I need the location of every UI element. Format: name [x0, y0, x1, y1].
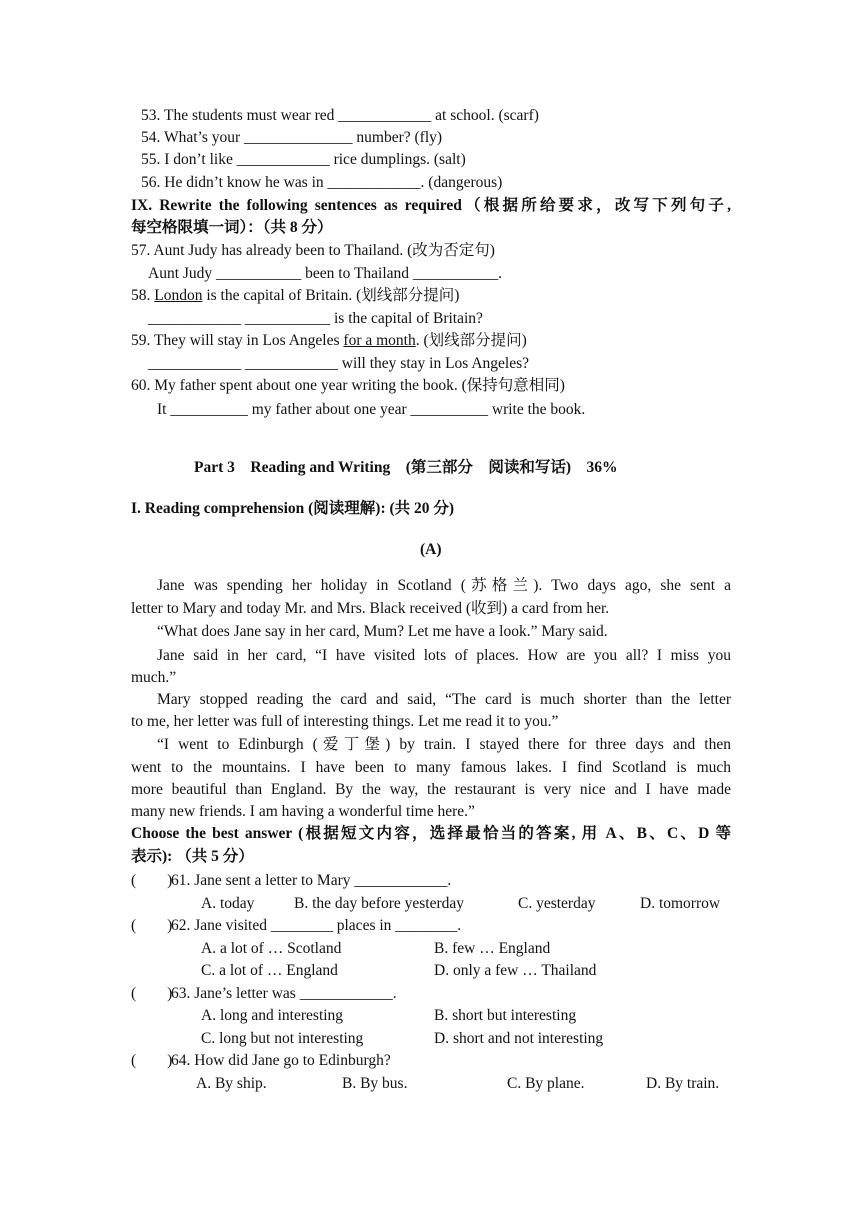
q63-option-c: C. long but not interesting: [201, 1030, 364, 1047]
choose-heading-cont: 表示): （共 5 分）: [131, 848, 254, 865]
q59: 59. They will stay in Los Angeles for a month. (划线部分提问): [131, 332, 527, 349]
q61-option-a: A. today: [201, 895, 255, 912]
q64-option-a: A. By ship.: [196, 1075, 267, 1092]
passage-p4-line1: Mary stopped reading the card and said, “The card is much shorter than the letter: [157, 691, 731, 708]
q59-answer-line: ____________ ____________ will they stay in Los Angeles?: [148, 355, 530, 372]
q56: 56. He didn’t know he was in ____________. (dangerous): [141, 174, 503, 191]
passage-p5-line2: went to the mountains. I have been to many famous lakes. I find Scotland is much: [131, 759, 731, 776]
reading-heading: I. Reading comprehension (阅读理解): (共 20 分): [131, 500, 455, 517]
q61-option-d: D. tomorrow: [640, 895, 721, 912]
q64-bracket: ( ): [131, 1052, 173, 1069]
q62-option-c: C. a lot of … England: [201, 962, 338, 979]
passage-p1-line1: Jane was spending her holiday in Scotland (苏格兰). Two days ago, she sent a: [157, 577, 731, 594]
q53: 53. The students must wear red ____________ at school. (scarf): [141, 107, 539, 124]
q64-option-c: C. By plane.: [507, 1075, 585, 1092]
q62-bracket: ( ): [131, 917, 173, 934]
q58: 58. London is the capital of Britain. (划线部分提问): [131, 287, 460, 304]
passage-p1-line2: letter to Mary and today Mr. and Mrs. Black received (收到) a card from her.: [131, 600, 610, 617]
section-ix-heading-cont: 每空格限填一词）：（共 8 分）: [131, 219, 333, 236]
q63-bracket: ( ): [131, 985, 173, 1002]
q60-answer-line: It __________ my father about one year __________ write the book.: [157, 401, 586, 418]
passage-p5-line3: more beautiful than England. By the way, the restaurant is very nice and I have made: [131, 781, 731, 798]
part3-title: Part 3 Reading and Writing (第三部分 阅读和写话) 36%: [194, 459, 618, 476]
q61-bracket: ( ): [131, 872, 173, 889]
q63-option-d: D. short and not interesting: [434, 1030, 604, 1047]
q60: 60. My father spent about one year writing the book. (保持句意相同): [131, 377, 565, 394]
passage-p5-line1: “I went to Edinburgh (爱丁堡) by train. I stayed there for three days and then: [157, 736, 731, 753]
q64-option-d: D. By train.: [646, 1075, 720, 1092]
q55: 55. I don’t like ____________ rice dumplings. (salt): [141, 151, 466, 168]
q62-option-b: B. few … England: [434, 940, 551, 957]
passage-p4-line2: to me, her letter was full of interesting things. Let me read it to you.”: [131, 713, 559, 730]
passage-p3-line2: much.”: [131, 669, 177, 686]
q64-option-b: B. By bus.: [342, 1075, 408, 1092]
q61-stem: 61. Jane sent a letter to Mary ____________.: [171, 872, 452, 889]
passage-label: (A): [420, 541, 442, 558]
passage-p2: “What does Jane say in her card, Mum? Let me have a look.” Mary said.: [157, 623, 608, 640]
q61-option-c: C. yesterday: [518, 895, 596, 912]
q63-option-a: A. long and interesting: [201, 1007, 344, 1024]
section-ix-heading: IX. Rewrite the following sentences as required（根据所给要求，改写下列句子,: [131, 197, 731, 214]
q59-underlined: for a month: [343, 332, 416, 349]
q58-answer-line: ____________ ___________ is the capital of Britain?: [148, 310, 483, 327]
q62-option-d: D. only a few … Thailand: [434, 962, 597, 979]
q62-option-a: A. a lot of … Scotland: [201, 940, 342, 957]
q58-underlined: London: [154, 287, 203, 304]
q61-option-b: B. the day before yesterday: [294, 895, 465, 912]
passage-p3-line1: Jane said in her card, “I have visited lots of places. How are you all? I miss you: [157, 647, 731, 664]
passage-p5-line4: many new friends. I am having a wonderful time here.”: [131, 803, 475, 820]
q64-stem: 64. How did Jane go to Edinburgh?: [171, 1052, 391, 1069]
q63-stem: 63. Jane’s letter was ____________.: [171, 985, 397, 1002]
q57-answer-line: Aunt Judy ___________ been to Thailand ___________.: [148, 265, 503, 282]
choose-heading: Choose the best answer (根据短文内容，选择最恰当的答案, 用 A、B、C、D 等: [131, 825, 731, 842]
q54: 54. What’s your ______________ number? (fly): [141, 129, 443, 146]
q63-option-b: B. short but interesting: [434, 1007, 577, 1024]
q57: 57. Aunt Judy has already been to Thailand. (改为否定句): [131, 242, 495, 259]
q62-stem: 62. Jane visited ________ places in ________.: [171, 917, 462, 934]
